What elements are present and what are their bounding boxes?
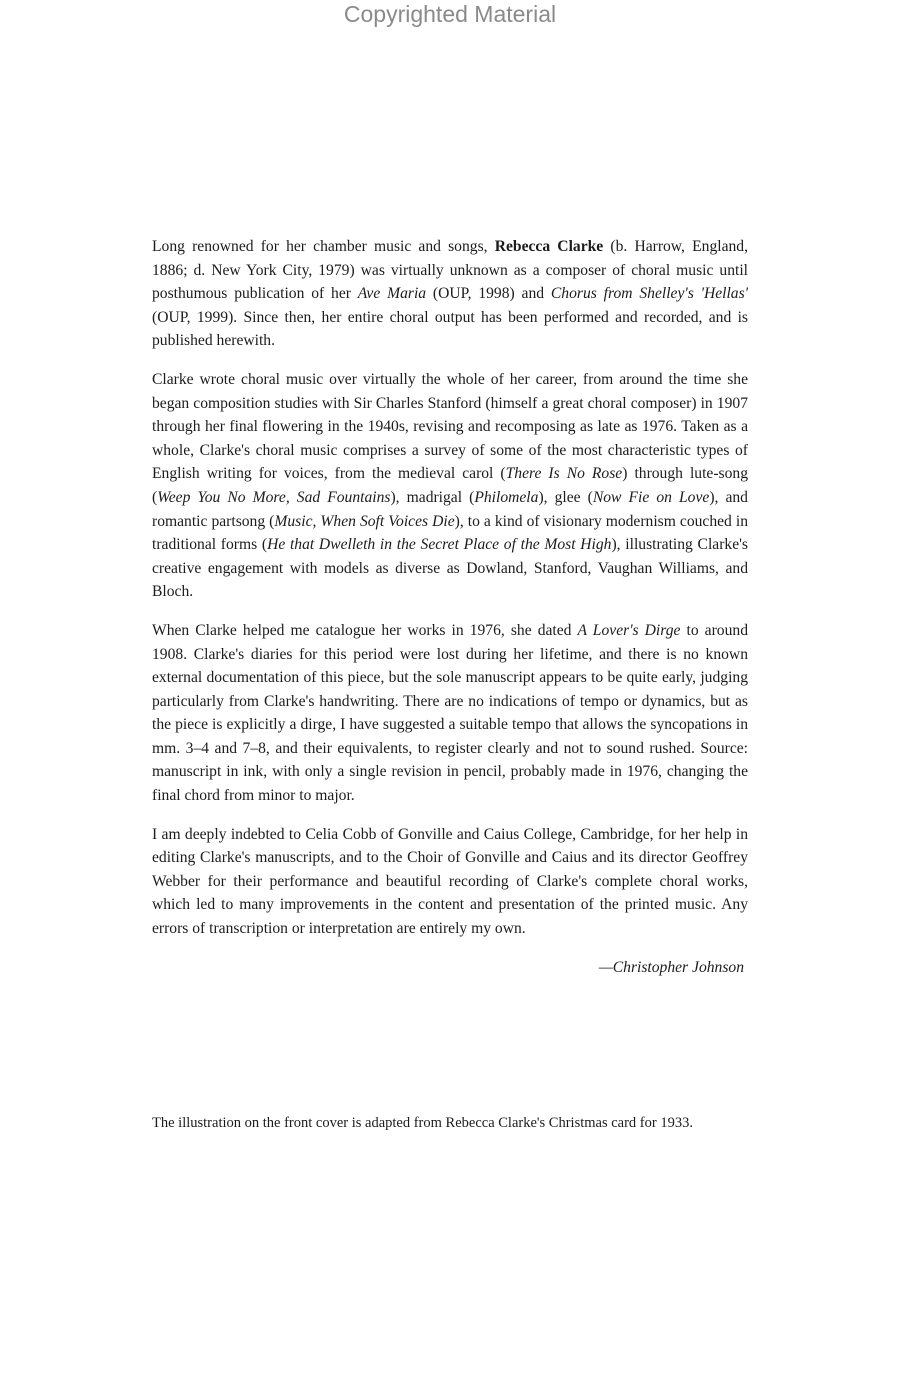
text-run: ), glee ( (538, 488, 593, 506)
copyright-watermark: Copyrighted Material (343, 1, 557, 27)
work-title: Music, When Soft Voices Die (274, 512, 455, 530)
bold-name: Rebecca Clarke (494, 238, 604, 255)
work-title: He that Dwelleth in the Secret Place of the Most High (267, 536, 612, 554)
text-run: When Clarke helped me catalogue her works in 1976, she dated (152, 621, 578, 639)
text-run: ), madrigal ( (390, 488, 475, 506)
text-run: (OUP, 1998) and (426, 285, 551, 303)
paragraph (152, 235, 748, 353)
work-title: Philomela (474, 488, 539, 506)
paragraph (152, 619, 748, 808)
paragraph (152, 823, 748, 941)
preface-text (152, 235, 748, 979)
text-run: to around 1908. Clarke's diaries for this period were lost during her lifetime, and there is no known external documentation of this piece, but the sole manuscript appears to be quite early, judging particularly from Clarke's handwriting. There are no indications of tempo or dynamics, but as the piece is explicitly a dirge, I have suggested a suitable tempo that allows the syncopations in mm. 3–4 and 7–8, and their equivalents, to register clearly and not to sound rushed. Source: manuscript in ink, with only a single revision in pencil, probably made in 1976, changing the final chord from minor to major. (152, 621, 748, 805)
work-title: Chorus from Shelley's 'Hellas' (550, 285, 748, 303)
text-run: ), and romantic partsong ( (152, 488, 748, 530)
text-run: (b. Harrow, England, 1886; d. New York City, 1979) was virtually unknown as a composer of choral music until posthumous publication of her (152, 238, 748, 303)
text-run: I am deeply indebted to Celia Cobb of Gonville and Caius College, Cambridge, for her help in editing Clarke's manuscripts, and to the Choir of Gonville and Caius and its director Geoffrey Webber for their performance and beautiful recording of Clarke's complete choral works, which led to many improvements in the content and presentation of the printed music. Any errors of transcription or interpretation are entirely my own. (152, 825, 748, 938)
cover-note: The illustration on the front cover is adapted from Rebecca Clarke's Christmas card for 1933. (152, 1115, 693, 1131)
work-title: Ave Maria (357, 285, 427, 303)
text-run: Clarke wrote choral music over virtually the whole of her career, from around the time she began composition studies with Sir Charles Stanford (himself a great choral composer) in 1907 through her final flowering in the 1940s, revising and recomposing as late as 1976. Taken as a whole, Clarke's choral music comprises a survey of some of the most characteristic types of English writing for voices, from the medieval carol ( (152, 370, 748, 483)
text-run: Long renowned for her chamber music and songs, (152, 238, 495, 255)
work-title: A Lover's Dirge (577, 621, 681, 639)
author-signature: —Christopher Johnson (598, 958, 744, 976)
text-run: ) through lute-song ( (152, 465, 748, 506)
text-run: ), illustrating Clarke's creative engagement with models as diverse as Dowland, Stanford, Vaughan Williams, and Bloch. (152, 536, 748, 601)
paragraph (152, 368, 748, 604)
text-run: ), to a kind of visionary modernism couched in traditional forms ( (152, 512, 749, 554)
work-title: There Is No Rose (505, 465, 623, 483)
work-title: Weep You No More, Sad Fountains (157, 488, 391, 506)
work-title: Now Fie on Love (592, 488, 710, 506)
text-run: (OUP, 1999). Since then, her entire choral output has been performed and recorded, and is published herewith. (152, 308, 748, 350)
